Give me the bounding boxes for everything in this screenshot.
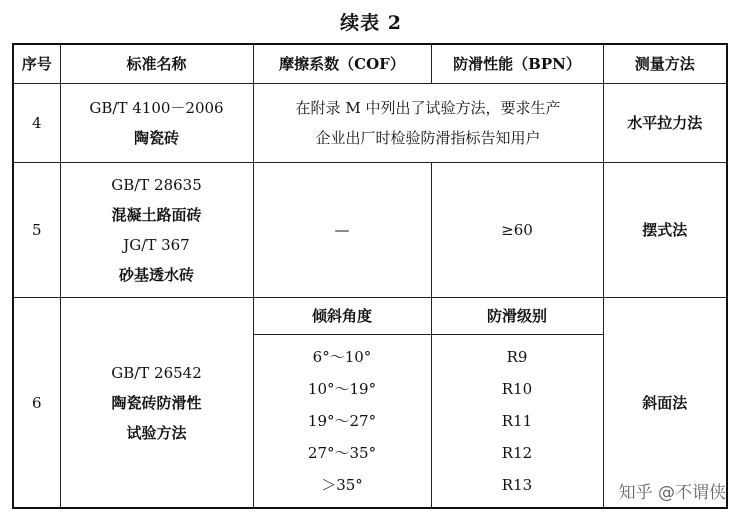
subheader-grade: 防滑级别	[431, 298, 603, 335]
table-row	[13, 163, 727, 298]
row-number: 5	[13, 163, 60, 298]
note-line: 企业出厂时检验防滑指标告知用户	[315, 129, 541, 147]
standard-title: 试验方法	[126, 423, 187, 442]
standard-code: GB/T 4100－2006	[89, 99, 224, 117]
standard-name	[60, 298, 253, 509]
method-cell: 水平拉力法	[603, 84, 727, 163]
table-caption: 续表 2	[340, 12, 402, 34]
method-cell: 斜面法	[603, 298, 727, 509]
header-method: 测量方法	[603, 44, 727, 84]
header-no: 序号	[13, 44, 60, 84]
angle-value: 10°～19°	[307, 380, 377, 398]
standard-code: JG/T 367	[123, 236, 190, 254]
standard-code: GB/T 26542	[111, 363, 202, 382]
grade-value: R11	[501, 412, 533, 430]
angle-value: 6°～10°	[312, 348, 372, 366]
header-bpn: 防滑性能（BPN）	[431, 44, 603, 84]
method-cell: 摆式法	[603, 163, 727, 298]
angle-list	[253, 335, 431, 509]
standard-title: 陶瓷砖	[133, 129, 179, 147]
bpn-cell: ≥60	[431, 163, 603, 298]
grade-value: R13	[501, 476, 533, 494]
standard-name	[60, 84, 253, 163]
grade-value: R12	[501, 444, 533, 462]
watermark-text: 知乎 @不谓侠	[618, 483, 726, 503]
standard-code: GB/T 28635	[111, 176, 202, 194]
standard-title: 混凝土路面砖	[111, 206, 202, 224]
angle-value: 19°～27°	[307, 412, 377, 430]
angle-value: 27°～35°	[307, 444, 377, 462]
merged-note	[253, 84, 603, 163]
header-row	[13, 44, 727, 84]
standard-title: 砂基透水砖	[118, 266, 194, 284]
standard-name	[60, 163, 253, 298]
grade-value: R10	[501, 380, 533, 398]
header-name: 标准名称	[60, 44, 253, 84]
note-line: 在附录 M 中列出了试验方法，要求生产	[295, 99, 561, 117]
row-number: 6	[13, 298, 60, 509]
cof-cell: —	[253, 163, 431, 298]
standard-title: 陶瓷砖防滑性	[111, 393, 202, 412]
standards-table	[12, 43, 728, 509]
grade-list	[431, 335, 603, 509]
subheader-angle: 倾斜角度	[253, 298, 431, 335]
header-cof: 摩擦系数（COF）	[253, 44, 431, 84]
table-row	[13, 298, 727, 335]
grade-value: R9	[506, 348, 528, 366]
angle-value: ＞35°	[321, 476, 363, 494]
row-number: 4	[13, 84, 60, 163]
table-row	[13, 84, 727, 163]
